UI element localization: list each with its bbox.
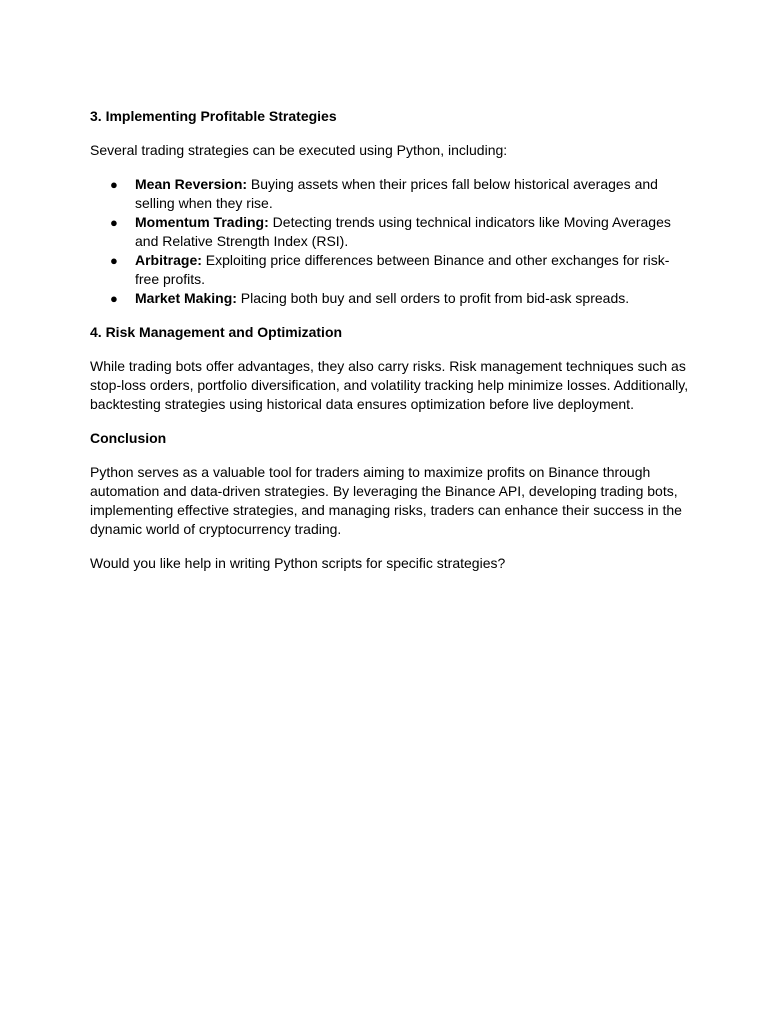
list-item-text: Buying assets when their prices fall below historical averages and selling when they rise. [135,176,658,211]
bullet-icon: ● [110,291,118,306]
document-body [90,107,690,588]
list-item-text: Detecting trends using technical indicators like Moving Averages and Relative Strength Index (RSI). [135,214,671,249]
bullet-icon: ● [110,215,118,230]
conclusion-paragraph: Python serves as a valuable tool for traders aiming to maximize profits on Binance through automation and data-driven strategies. By leveraging the Binance API, developing trading bots, implementing effective strategies, and managing risks, traders can enhance their success in the dynamic world of cryptocurrency trading. [90,464,682,537]
conclusion-heading: Conclusion [90,430,167,446]
list-item-text: Exploiting price differences between Binance and other exchanges for risk-free profits. [135,252,670,287]
list-item-text: Placing both buy and sell orders to profit from bid-ask spreads. [236,290,630,306]
list-item-term: Mean Reversion: [135,176,248,192]
list-item-term: Momentum Trading: [135,214,269,230]
list-item [90,251,690,289]
section-4-paragraph: While trading bots offer advantages, they also carry risks. Risk management techniques such as stop-loss orders, portfolio diversification, and volatility tracking help minimize losses. Additionally, backtesting strategies using historical data ensures optimization before live deployment. [90,358,689,412]
strategy-list [90,175,690,308]
section-3-intro: Several trading strategies can be executed using Python, including: [90,142,508,158]
list-item-term: Market Making: [135,290,237,306]
bullet-icon: ● [110,253,118,268]
list-item [90,175,690,213]
list-item [90,289,690,308]
section-4-heading: 4. Risk Management and Optimization [90,324,343,340]
list-item [90,213,690,251]
closing-question: Would you like help in writing Python scripts for specific strategies? [90,555,506,571]
section-3-heading: 3. Implementing Profitable Strategies [90,108,337,124]
bullet-icon: ● [110,177,118,192]
list-item-term: Arbitrage: [135,252,202,268]
